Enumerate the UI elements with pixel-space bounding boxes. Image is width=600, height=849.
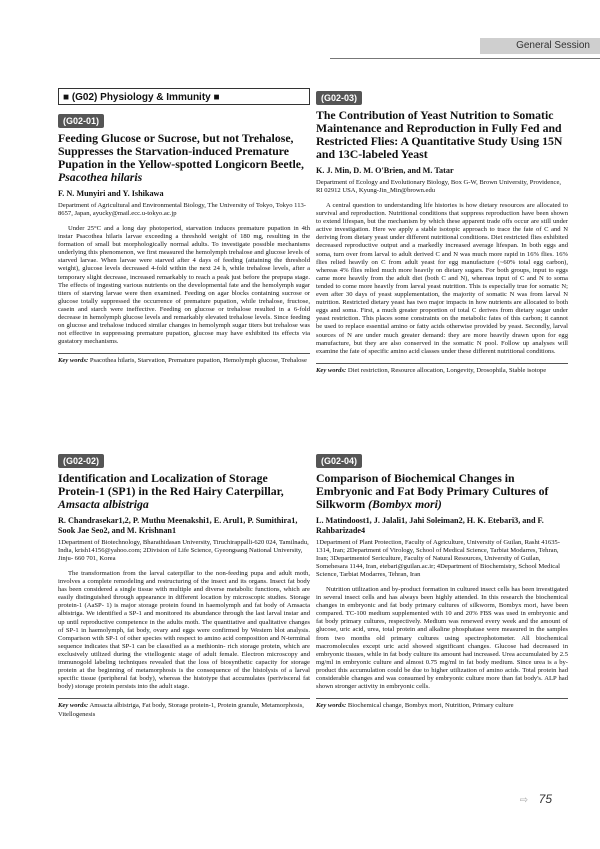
abstract-g02-03 <box>316 88 568 375</box>
abstract-body: A central question to understanding life histories is how dietary resources are allocated to survival and reproduction. Nutritional conditions that suppress reproduction have been shown to extend lifespan, but the mechanism by which these apparent trade offs occur are still under active investigation. Here we apply a stable isotopic approach to trace the fate of C and N deriving from dietary yeast under different nutritional conditions. Diet restricted flies exhibited decreased reproductive output and a markedly increased average lifespan. In both eggs and soma, turn over from larval to adult derived C and N was much more rapid in 16% flies. 16% flies relied heavily on C from adult yeast for egg manufacture (~60% total egg carbon), whereas 4% flies relied much more heavily on dietary sugars. For both groups, input to eggs came more heavily from the adult diet (both C and N), whereas input of C and N to soma tended to come more heavily from larval yeast nutrition. This is especially true for somatic N; even after 30 days of yeast supplementation, the majority of somatic N was from larval N nutrition. Restricted dietary yeast has two major impacts in how nutrients are allocated to both eggs and soma. First, a much greater proportion of total C derives from dietary sugar under yeast restriction. This places some constraints on the metabolic fates of this carbon; it cannot be used to replace essential amino or fatty acids otherwise provided by yeast. Secondly, larval sources of N are under much greater demand: they are more heavily drawn upon for egg manufacture, but they are also conserved in the somatic N pool. Follow up analyses will examine the fate of specific amino acid classes under these different nutritional conditions. <box>316 202 568 355</box>
abstract-affiliation: 1Department of Plant Protection, Faculty of Agriculture, University of Guilan, Rasht 41635-1314, Iran; 2Department of Virology, School of Medical Science, Tarbiat Modarres, Tehran, Iran; 3Departmentof Sericulture, Faculty of Natural Resources, University of Guilan, Somehesara 1144, Iran, etebari@guilan.ac.ir; 4Department of Biochemistry, School Medical Science, Tarbiat Modarres, Tehran, Iran <box>316 539 560 578</box>
left-column <box>58 88 310 366</box>
abstract-id-badge: (G02-02) <box>58 454 104 468</box>
abstract-body: Under 25°C and a long day photoperiod, starvation induces premature pupation in 4th instar Psacothea hilaris larvae exceeding a threshold weight of 180 mg, resulting in the formation of small but morphologically normal adults. To investigate possible mechanisms underlying this phenomenon, we first measured the hemolymph trehalose and glucose levels of starved larvae. When larvae were starved after 4 days of feeding (attaining the threshold weight), glucose levels decreased 4-fold within the next 24 h, while trehalose levels, after a temporary slight decrease, increased remarkably to reach a peak just before the prepupa stage. The effects of ingesting various nutrients on the developmental fate and the hemolymph sugar titers of starving larvae were then examined. Feeding on agar blocks containing sucrose or glucose totally suppressed the occurrence of premature pupation, while trehalose, fructose, casein and starch were ineffective. Feeding on glucose or trehalose resulted in a 6-fold decrease in hemolymph glucose levels and remarkably elevated trehalose levels. Since feeding on glucose and trehalose induced similar changes in hemolymph sugar titers but trehalose was not effective in suppressing premature pupation, glucose may have exhibited its effects via gustatory mechanisms. <box>58 225 310 346</box>
abstract-g02-04 <box>316 451 568 710</box>
abstract-body: The transformation from the larval caterpillar to the non-feeding pupa and adult moth, involves a complete remodeling and restructuring of the insect and its organs. Insect fat body has been considered a single tissue with multiple and diverse metabolic functions, which are easily distinguished through appearance in different location by microscopic studies. Storage protein-1 (AaSP- 1) is major storage protein found in haemolymph and fat body of Amsacta albistriga. We identified a SP-1 and monitored its abundance through the last larval instar and up until reproductive competence in the adults moth. The quantitative and qualitative changes of SP-1 in haemolymph, fat body, ovary and eggs were confirmed by Western blot analysis. Comparison with SP-1 of other species with respect to amino acid composition and N-terminal sequence indicates that SP-1 can be classified as a methionin- rich storage protein, which are exclusively utilized during the vitellogenic stage of adult female. Electron microscopy and immunogold labeling techniques revealed that the loss of biosynthetic capacity for storage protein at the beginning of metamorphosis is the consequence of the histolysis of a larval specific tissue (peripheral fat body), whereas the histotype that accumulates (perivisceral fat body) storage protein persists into the adult stage. <box>58 570 310 691</box>
session-divider <box>330 58 600 59</box>
abstract-keywords: Key words: Biochemical change, Bombyx mori, Nutrition, Primary culture <box>316 698 568 710</box>
abstract-id-badge: (G02-04) <box>316 454 362 468</box>
abstract-title: Feeding Glucose or Sucrose, but not Trehalose, Suppresses the Starvation-induced Premature Pupation in the Yellow-spotted Longicorn Beetle, Psacothea hilaris <box>58 131 304 184</box>
page-number: 75 <box>538 792 552 806</box>
abstract-title: Comparison of Biochemical Changes in Embryonic and Fat Body Primary Cultures of Silkworm (Bombyx mori) <box>316 471 549 511</box>
abstract-g02-01 <box>58 111 310 366</box>
abstract-affiliation: 1Department of Biotechnology, Bharathidasan University, Tiruchirappalli-620 024, Tamilnadu, India, krish14156@yahoo.com; 2Division of Life Science, Gyeongsang National University, Jinju- 660 701, Korea <box>58 539 309 562</box>
abstract-authors: R. Chandrasekar1,2, P. Muthu Meenakshi1, E. Arul1, P. Sumithira1, Sook Jae Seo2, and M. Krishnan1 <box>58 516 298 535</box>
abstract-keywords: Key words: Diet restriction, Resource allocation, Longevity, Drosophila, Stable isotope <box>316 363 568 375</box>
abstract-keywords: Key words: Amsacta albistriga, Fat body, Storage protein-1, Protein granule, Metamorphosis, Vitellogenesis <box>58 698 310 718</box>
abstract-authors: F. N. Munyiri and Y. Ishikawa <box>58 189 164 198</box>
abstract-keywords: Key words: Psacothea hilaris, Starvation, Premature pupation, Hemolymph glucose, Trehalose <box>58 353 310 365</box>
abstract-affiliation: Department of Agricultural and Environmental Biology, The University of Tokyo, Tokyo 113-8657, Japan, ayucky@mail.ecc.u-tokyo.ac.jp <box>58 202 307 217</box>
abstract-title: The Contribution of Yeast Nutrition to Somatic Maintenance and Reproduction in Fully Fed and Restricted Flies: A Quantitative Study Using 15N and 13C-labeled Yeast <box>316 108 563 161</box>
section-heading: ■ (G02) Physiology & Immunity ■ <box>58 88 310 105</box>
abstract-authors: L. Matindoost1, J. Jalali1, Jahi Soleiman2, H. K. Etebari3, and F. Rahbarizade4 <box>316 516 544 535</box>
abstract-id-badge: (G02-03) <box>316 91 362 105</box>
abstract-authors: K. J. Min, D. M. O'Brien, and M. Tatar <box>316 166 454 175</box>
page-arrow-icon: ⇨ <box>519 795 528 806</box>
abstract-g02-02 <box>58 451 310 719</box>
abstract-affiliation: Department of Ecology and Evolutionary Biology, Box G-W, Brown University, Providence, RI 02912 USA, Kyung-Jin_Min@brown.edu <box>316 179 562 194</box>
abstract-body: Nutrition utilization and by-product formation in cultured insect cells has been investigated in several insect cells and has always been highly attended. In this research the biochemical changes in embryonic and fat body primary cultures of silkworm, Bombyx mori, have been compared. TC-100 medium supplemented with 10 and 20% FBS was used in embryonic and fat body primary cultures, respectively. Medium was renewed every week and the amount of glucose, uric acid, urea, total protein and alkaline phosphatase were measured in the samples from two months old primary cultures using spectrophotometer. All biochemical macromolecules except uric acid showed significant changes. Glucose had decreased in embryonic tissues, while in fat body culture its amount had increased. Urea accumulated by 2.5 mg/ml in embryonic culture and almost 0.75 mg/ml in fat body medium. Since urea is a by-product this accumulation could be due to higher utilization of amino acids. Total protein had considerable changes and was consumed by embryonic culture more than fat body's. ALP had shown stronger activity in embryonic cells. <box>316 586 568 691</box>
abstract-title: Identification and Localization of Storage Protein-1 (SP1) in the Red Hairy Caterpillar, Amsacta albistriga <box>58 471 284 511</box>
abstract-id-badge: (G02-01) <box>58 114 104 128</box>
session-tab: General Session <box>480 38 600 54</box>
